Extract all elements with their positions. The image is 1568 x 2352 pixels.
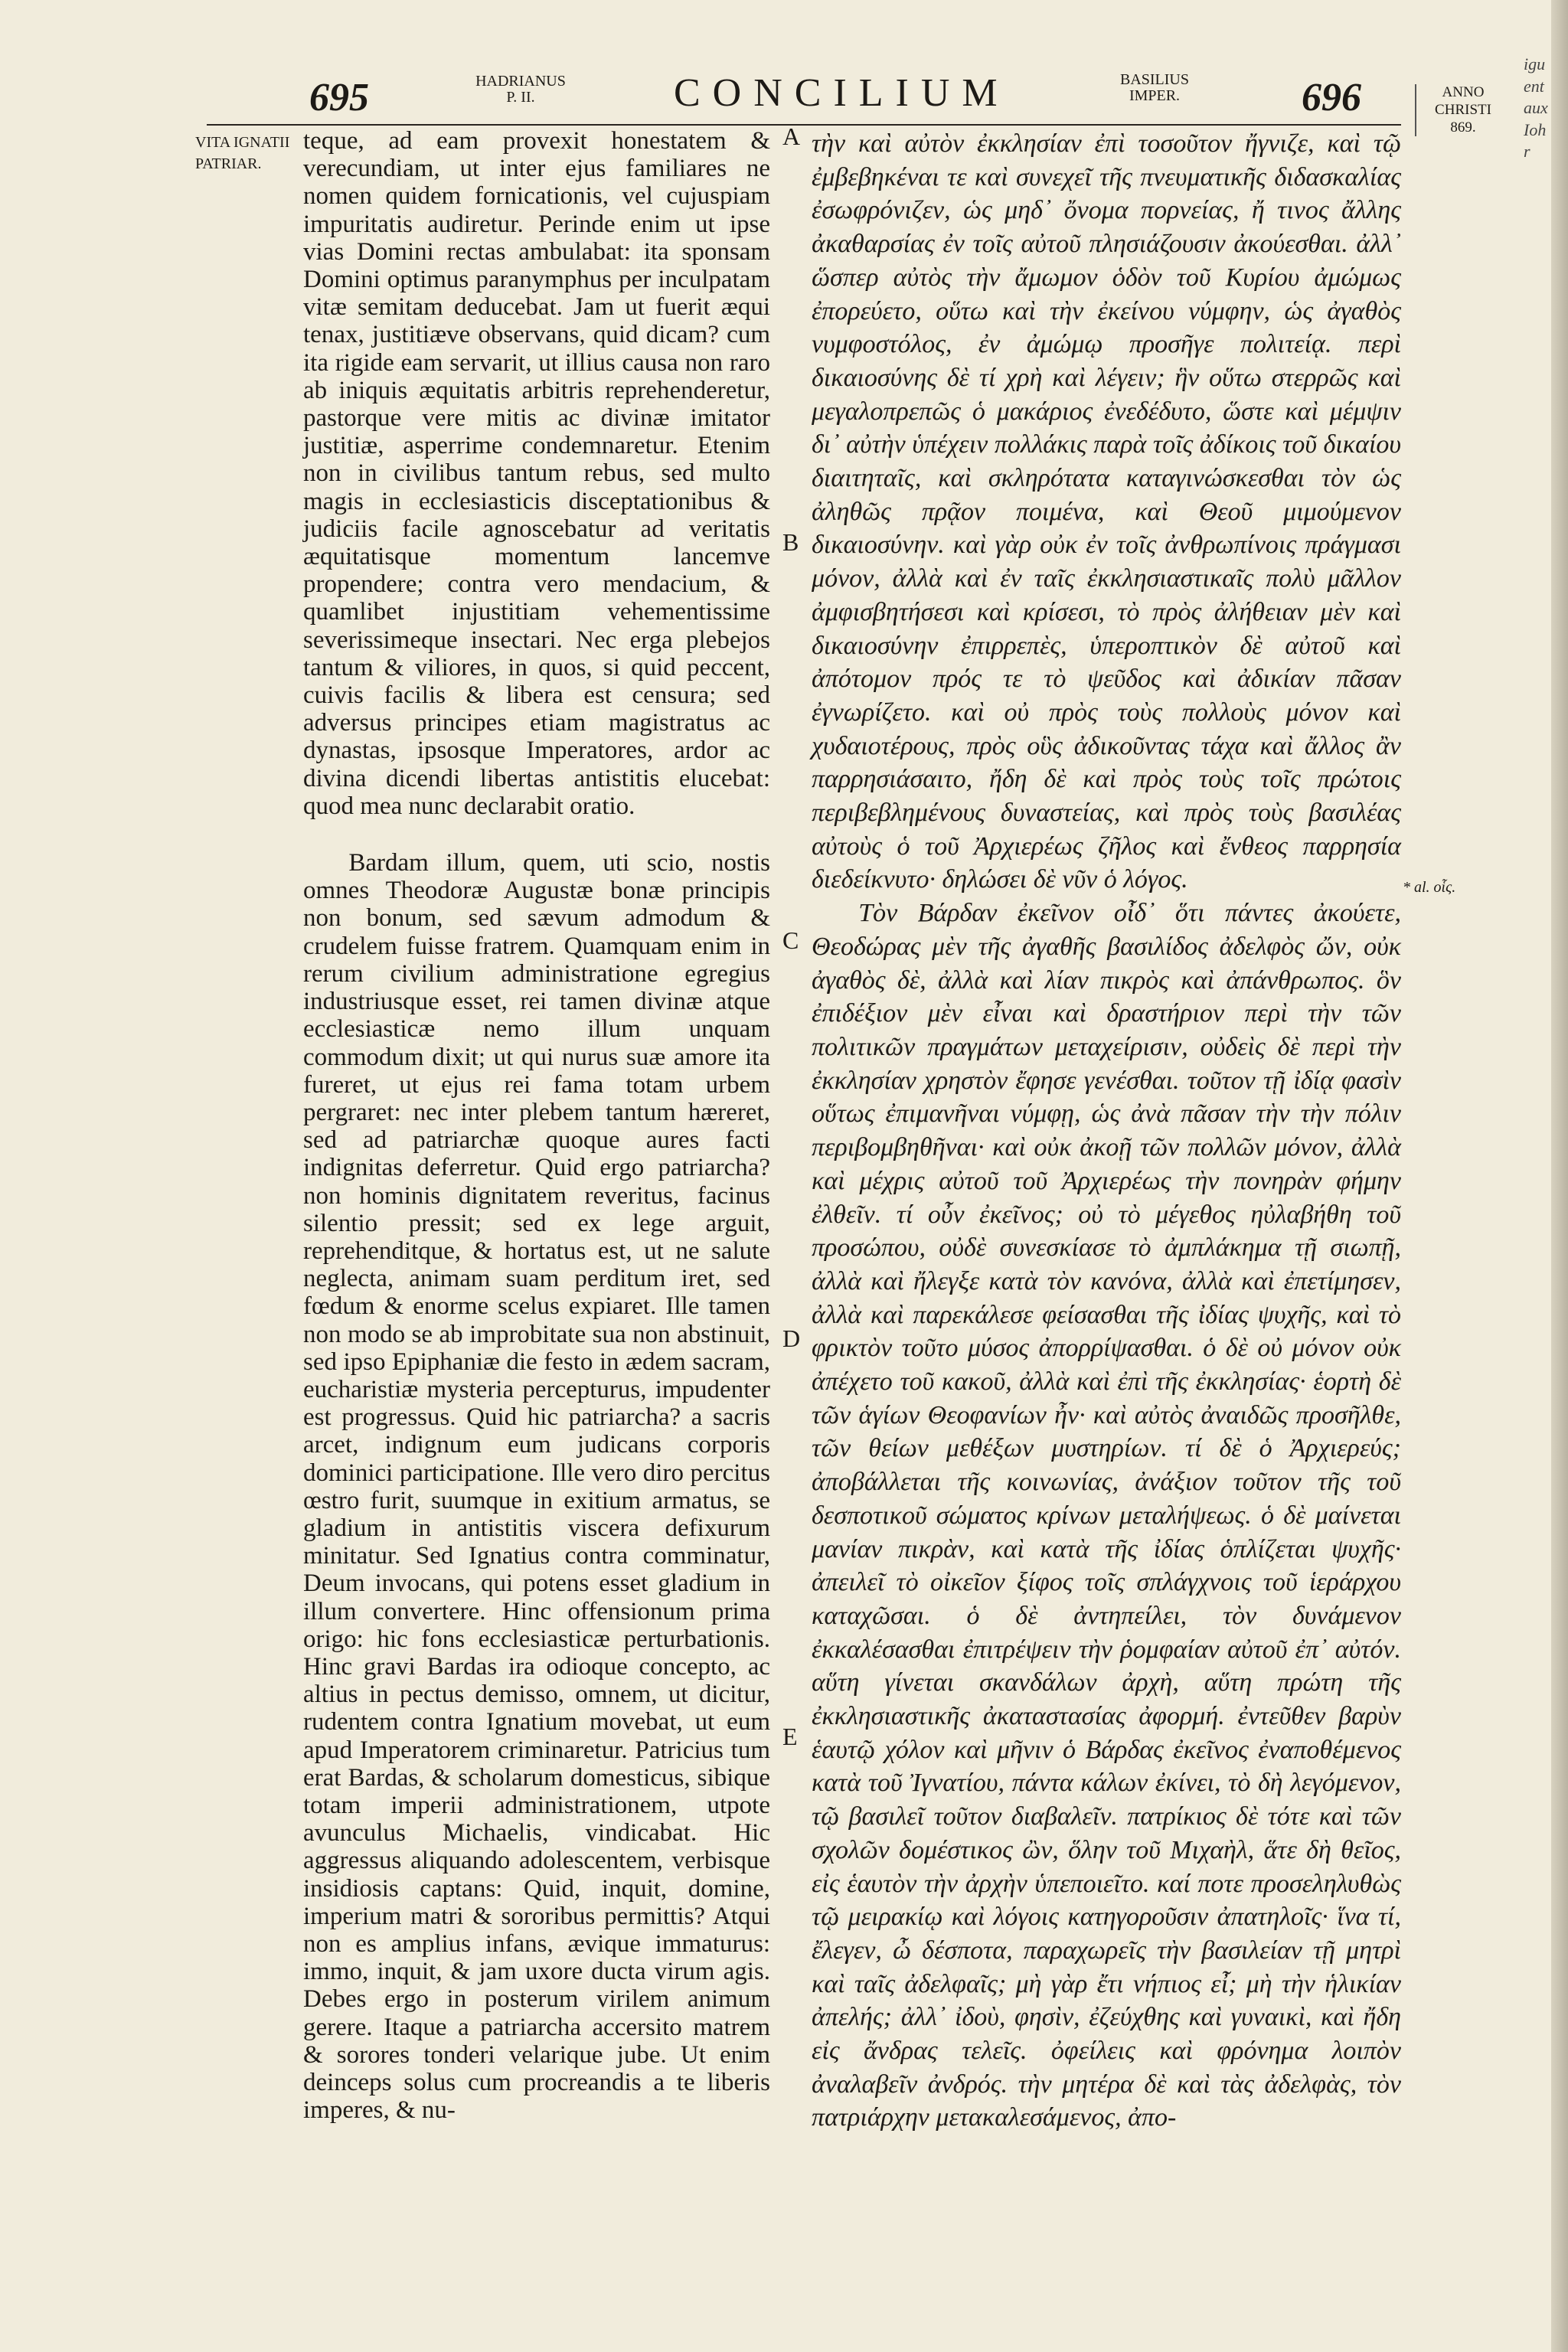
page-edge <box>1551 0 1568 2352</box>
page-number-left: 695 <box>309 76 369 119</box>
running-head-left-line1: HADRIANUS <box>475 73 566 90</box>
marginal-variant-note: * al. οἷς. <box>1403 879 1456 896</box>
latin-column <box>303 127 770 2124</box>
running-head-right-line2: IMPER. <box>1129 87 1181 104</box>
running-head-right-line1: BASILIUS <box>1119 71 1189 88</box>
greek-paragraph-2: Τὸν Βάρδαν ἐκεῖνον οἶδ᾽ ὅτι πάντες ἀκούετε, Θεοδώρας μὲν τῆς ἀγαθῆς βασιλίδος ἀδελφὸς ὤν, οὐκ ἀγαθὸς δὲ, ἀλλὰ καὶ λίαν πικρὸς καὶ ἀπάνθρωπος. ὃν ἐπιδέξιον μὲν εἶναι καὶ δραστήριον περὶ τὴν τῶν πολιτικῶν πραγμάτων μεταχείρισιν, οὐδεὶς δὲ περὶ τὴν ἐκκλησίαν χρηστὸν ἔφησε γενέσθαι. τοῦτον τῇ ἰδίᾳ φασὶν οὕτως ἐπιμανῆναι νύμφῃ, ὡς ἀνὰ πᾶσαν τὴν τὴν πόλιν περιβομβηθῆναι· καὶ οὐκ ἀκοῇ τῶν πολλῶν μόνον, ἀλλὰ καὶ μέχρις αὐτοῦ τοῦ Ἀρχιερέως τὴν πονηρὰν φήμην ἐλθεῖν. τί οὖν ἐκεῖνος; οὐ τὸ μέγεθος ηὐλαβήθη τοῦ προσώπου, οὐδὲ συνεσκίασε τὸ ἀμπλάκημα τῇ σιωπῇ, ἀλλὰ καὶ ἤλεγξε κατὰ τὸν κανόνα, ἀλλὰ καὶ ἐπετίμησεν, ἀλλὰ καὶ παρεκάλεσε φείσασθαι τῆς ἰδίας ψυχῆς, καὶ τὸ φρικτὸν τοῦτο μύσος ἀπορρίψασθαι. ὁ δὲ οὐ μόνον οὐκ ἀπέχετο τοῦ κακοῦ, ἀλλὰ καὶ ἐπὶ τῆς ἐκκλησίας· ἑορτὴ δὲ τῶν ἁγίων Θεοφανίων ἦν· καὶ αὐτὸς ἀναιδῶς προσῆλθε, τῶν θείων μεθέξων μυστηρίων. τί δὲ ὁ Ἀρχιερεύς; ἀποβάλλεται τῆς κοινωνίας, ἀνάξιον τοῦτον τῆς τοῦ δεσποτικοῦ σώματος κρίνων μεταλήψεως. ὁ δὲ μαίνεται μανίαν πικρὰν, καὶ κατὰ τῆς ἰδίας ὁπλίζεται ψυχῆς· ἀπειλεῖ τὸ οἰκεῖον ξίφος τοῖς σπλάγχνοις τοῦ ἱεράρχου καταχῶσαι. ὁ δὲ ἀντηπείλει, τὸν δυνάμενον ἐκκαλέσασθαι ἐπιτρέψειν τὴν ῥομφαίαν αὐτοῦ ἐπ᾽ αὐτόν. αὕτη γίνεται σκανδάλων ἀρχὴ, αὕτη πρώτη τῆς ἐκκλησιαστικῆς ἀκαταστασίας ἀφορμή. ἐντεῦθεν βαρὺν ἑαυτῷ χόλον καὶ μῆνιν ὁ Βάρδας ἐκεῖνος ἐναποθέμενος κατὰ τοῦ Ἰγνατίου, πάντα κάλων ἐκίνει, τὸ δὴ λεγόμενον, τῷ βασιλεῖ τοῦτον διαβαλεῖν. πατρίκιος δὲ τότε καὶ τῶν σχολῶν δομέστικος ὢν, ὅλην τοῦ Μιχαὴλ, ἅτε δὴ θεῖος, εἰς ἑαυτὸν τὴν ἀρχὴν ὑπεποιεῖτο. καί ποτε προσεληλυθὼς τῷ μειρακίῳ καὶ λόγοις κατηγοροῦσιν ἀπατηλοῖς· ἵνα τί, ἔλεγεν, ὦ δέσποτα, παραχωρεῖς τὴν βασιλείαν τῇ μητρὶ καὶ ταῖς ἀδελφαῖς; μὴ γὰρ ἔτι νήπιος εἶ; μὴ τὴν ἡλικίαν ἀπελής; ἀλλ᾽ ἰδοὺ, φησὶν, ἐζεύχθης καὶ γυναικὶ, καὶ ἤδη εἰς ἄνδρας τελεῖς. ὀφείλεις καὶ φρόνημα λοιπὸν ἀναλαβεῖν ἀνδρός. τὴν μητέρα δὲ καὶ τὰς ἀδελφὰς, τὸν πατριάρχην μετακαλεσάμενος, ἀπο- <box>812 899 1401 2132</box>
year-label-2: CHRISTI <box>1435 101 1491 118</box>
year-box <box>1415 84 1505 136</box>
margin-letter-e: E <box>782 1723 798 1750</box>
margin-letter-d: D <box>782 1325 801 1352</box>
header-rule <box>207 124 1401 126</box>
latin-paragraph-2: Bardam illum, quem, uti scio, nostis omnes Theodoræ Augustæ bonæ principis non bonum, sed sævum admodum & crudelem fuisse fratrem. Quamquam enim in rerum civilium administratione egregius industriusque esset, rei tamen divinæ atque ecclesiasticæ nemo illum unquam commodum dixit; ut qui nurus suæ amore ita fureret, ut ejus rei fama totam urbem pergraret: nec inter plebem tantum hæreret, sed ad patriarchæ quoque aures facti indignitas deferretur. Quid ergo patriarcha? non hominis dignitatem reveritus, facinus silentio pressit; sed ex lege arguit, reprehenditque, & hortatus est, ut ne salute neglecta, animam suam perditum iret, sed fœdum & enorme scelus expiaret. Ille tamen non modo se ab improbitate sua non abstinuit, sed ipso Epiphaniæ die festo in ædem sacram, eucharistiæ mysteria percepturus, impudenter est progressus. Quid hic patriarcha? a sacris arcet, indignum eum judicans corporis dominici participatione. Ille vero diro percitus œstro furit, suumque in exitium armatus, se gladium in antistitis viscera defixurum minitatur. Sed Ignatius contra comminatur, Deum invocans, qui potens esset gladium in illum convertere. Hinc offensionum prima origo: hic fons ecclesiasticæ perturbationis. Hinc gravi Bardas ira odioque concepto, ac altius in pectus demisso, omnem, ut dicitur, rudentem contra Ignatium movebat, ut eum apud Imperatorem criminaretur. Patricius tum erat Bardas, & scholarum domesticus, sibique totam imperii administrationem, utpote avunculus Michaelis, vindicabat. Hic aggressus aliquando adolescentem, verbisque insidiosis captans: Quid, inquit, domine, imperium matri & sororibus permittis? Atqui non es amplius infans, ævique immaturus: immo, inquit, & jam uxore ducta virum agis. Debes ergo in posterum virilem animum gerere. Itaque a patriarcha accersito matrem & sorores tonderi velarique jube. Ut enim deinceps solus cum procreandis a te liberis imperes, & nu- <box>303 849 770 2125</box>
page-number-right: 696 <box>1302 76 1361 119</box>
greek-paragraph-1: τὴν καὶ αὐτὸν ἐκκλησίαν ἐπὶ τοσοῦτον ἤγνιζε, καὶ τῷ ἐμβεβηκέναι τε καὶ συνεχεῖ τῆς πνευματικῆς διδασκαλίας ἐσωφρόνιζεν, ὡς μηδ᾽ ὄνομα πορνείας, ἤ τινος ἄλλης ἀκαθαρσίας ἐν τοῖς αὐτοῦ πλησιάζουσιν ἀκούεσθαι. ἀλλ᾽ ὥσπερ αὐτὸς τὴν ἄμωμον ὁδὸν τοῦ Κυρίου ἀμώμως ἐπορεύετο, οὕτω καὶ τὴν ἐκείνου νύμφην, ὡς ἀγαθὸς νυμφοστόλος, ἐν ἀμώμῳ προσῆγε πολιτείᾳ. περὶ δικαιοσύνης δὲ τί χρὴ καὶ λέγειν; ἣν οὕτω στερρῶς καὶ μεγαλοπρεπῶς ὁ μακάριος ἐνεδέδυτο, ὥστε καὶ μέμψιν δι᾽ αὐτὴν ὑπέχειν πολλάκις παρὰ τοῖς ἀδίκοις τοῦ δικαίου διαιτηταῖς, καὶ σκληρότατα καταγινώσκεσθαι τὸν ὡς ἀληθῶς πρᾷον ποιμένα, καὶ Θεοῦ μιμούμενον δικαιοσύνην. καὶ γὰρ οὐκ ἐν τοῖς ἀνθρωπίνοις πράγμασι μόνον, ἀλλὰ καὶ ἐν ταῖς ἐκκλησιαστικαῖς πολὺ μᾶλλον ἀμφισβητήσεσι καὶ κρίσεσι, τὸ πρὸς ἀλήθειαν μὲν καὶ δικαιοσύνην ἐπιρρεπὲς, ὑπεροπτικὸν δὲ αὐτοῦ καὶ ἀπότομον πρός τε τὸ ψεῦδος καὶ ἀδικίαν πᾶσαν ἐγνωρίζετο. καὶ οὐ πρὸς τοὺς πολλοὺς μόνον καὶ χυδαιοτέρους, πρὸς οὓς ἀδικοῦντας τάχα καὶ ἄλλος ἂν παρρησιάσαιτο, ἤδη δὲ καὶ πρὸς τοὺς τοῖς πρώτοις περιβεβλημένους δυναστείας, καὶ πρὸς τοὺς βασιλέας αὐτοὺς ὁ τοῦ Ἀρχιερέως ζῆλος καὶ ἔνθεος παρρησία διεδείκνυτο· δηλώσει δὲ νῦν ὁ λόγος. <box>812 129 1401 894</box>
margin-letter-c: C <box>782 926 799 954</box>
running-head-right <box>1086 72 1223 104</box>
margin-letter-b: B <box>782 528 799 556</box>
running-head-left-line2: P. II. <box>506 89 535 106</box>
latin-paragraph-1: teque, ad eam provexit honestatem & verecundiam, ut inter ejus familiares ne nomen quidem fornicationis, vel cujuspiam impuritatis audiretur. Perinde enim ut ipse vias Domini rectas ambulabat: ita sponsam Domini optimus paranymphus per inculpatam vitæ semitam deducebat. Jam ut fuerit æqui tenax, justitiæve observans, quid dicam? cum ita rigide eam servarit, ut illius causa non raro ab iniquis æquitatis arbitris reprehenderetur, pastorque vere mitis ac divinæ imitator justitiæ, asperrime condemnaretur. Etenim non in civilibus tantum rebus, sed multo magis in ecclesiasticis disceptationibus & judiciis facile agnoscebatur ad veritatis æquitatisque momentum lancemve propendere; contra vero mendacium, & quamlibet injustitiam vehementissime severissimeque insectari. Nec erga plebejos tantum & viliores, in quos, si quid peccent, cuivis facilis & libera est censura; sed adversus principes etiam magistratus ac dynastas, ipsosque Imperatores, ardor ac divina dicendi libertas antistitis elucebat: quod mea nunc declarabit oratio. <box>303 127 770 820</box>
side-note: VITA IGNATII PATRIAR. <box>195 134 290 172</box>
facing-page-text: iguent aux Iohr <box>1524 54 1548 162</box>
page-title: CONCILIUM <box>674 71 1010 115</box>
running-head-left <box>459 74 582 106</box>
year-value: 869. <box>1450 119 1476 136</box>
year-label-1: ANNO <box>1442 84 1485 100</box>
greek-column <box>812 127 1401 2135</box>
margin-letter-a: A <box>782 122 801 150</box>
